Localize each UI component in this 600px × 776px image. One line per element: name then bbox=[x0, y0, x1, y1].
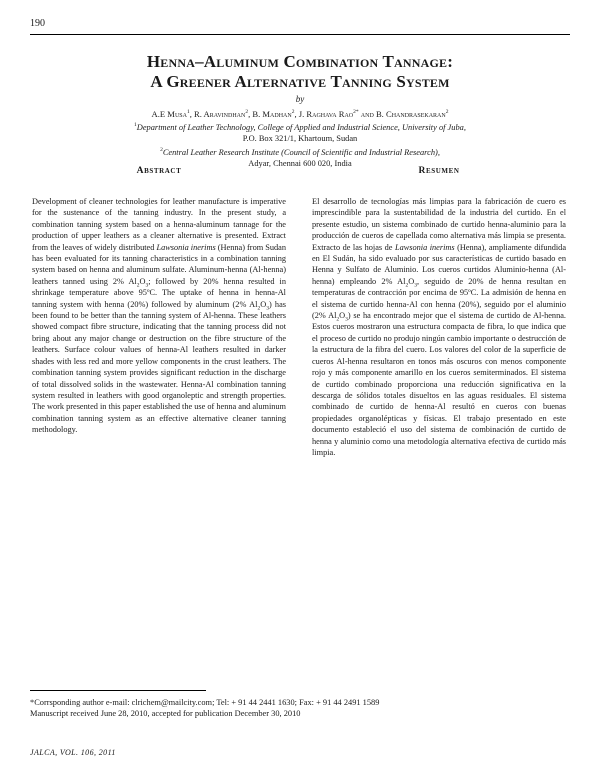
subscript: 3 bbox=[266, 305, 269, 312]
author-separator: , bbox=[248, 108, 253, 119]
resumen-text-run: ) se ha encontrado mejor que el sistema de curtido de Al-henna. Estos cueros mostraron una estructura compacta de fibra, lo que indica que el proceso de curtido no produjo ningún cambio importante o destrucción de la estructura de la fibra del cuero. Los valores del color de la superficie de cueros Al-henna resultaron en tonos más oscuros con menos componente rojo y más componente amarillo en los cueros semiterminados. El sistema de curtido combinado proporciona una reducción significativa en la descarga de sólidos totales disueltos en las aguas residuales. El sistema combinado de curtido de henna-Al resultó en cueros con buenas propiedades organolépticas y físicas. El trabajo presentado en este documento estableció el uso del sistema de combinación de curtido de henna y aluminio como una metodología alternativa efectiva de curtido más limpia. bbox=[312, 311, 566, 457]
subscript: 3 bbox=[145, 282, 149, 289]
title-block bbox=[40, 52, 560, 169]
affiliation-mark: 1 bbox=[134, 121, 137, 128]
abstract-column bbox=[32, 166, 286, 436]
subscript: 2 bbox=[336, 316, 340, 323]
manuscript-received-note: Manuscript received June 28, 2010, accepted for publication December 30, 2010 bbox=[30, 709, 301, 718]
abstract-text-run: ; followed by 20% henna resulted in shrinkage temperature above 95ºC. The uptake of henna in henna-Al tanning system with henna (20%) followed by aluminum (2% Al bbox=[32, 276, 287, 309]
subscript: 3 bbox=[414, 282, 417, 289]
page-number: 190 bbox=[30, 18, 45, 29]
resumen-paragraph bbox=[312, 196, 566, 458]
affiliation-institution: Department of Leather Technology, College of Applied and Industrial Science, University of Juba, bbox=[136, 122, 466, 132]
abstract-text-run: Development of cleaner technologies for leather manufacture is imperative for the sustenance of the tanning industry. In the present study, a combination tanning system based on a henna-aluminum tannage for the production of upper leathers as a cleaner alternative is presented. Extract from the leaves of widely distributed bbox=[32, 197, 286, 252]
subscript: 2 bbox=[136, 282, 140, 289]
affiliation-mark: 2 bbox=[160, 146, 163, 153]
affiliation-2-address: Adyar, Chennai 600 020, India bbox=[248, 158, 352, 168]
subscript: 2 bbox=[257, 305, 261, 312]
abstract-text-run: O bbox=[260, 299, 267, 309]
author-affiliation-mark: 2* bbox=[353, 109, 359, 115]
abstract-heading: Abstract bbox=[136, 166, 182, 176]
author-name: J. Raghava Rao bbox=[298, 108, 354, 119]
resumen-text bbox=[312, 196, 566, 458]
author-name: A.E Musa bbox=[151, 108, 187, 119]
affiliation-institution: Central Leather Research Institute (Council of Scientific and Industrial Research), bbox=[162, 147, 440, 157]
abstract-text-run: ) has been found to be better than the tanning system of Al-henna. These leathers showed compact fibre structure, indicating that the tanning process did not bring about any major change or destruction on the fibre structure of the leathers. Surface colour values of henna-Al leathers resulted in darker shades with less red and more yellow components in the crust leathers. The combination tanning system provides significant reduction in the discharge of total dissolved solids in the wastewater. Henna-Al combination tanning system resulted in leathers with good organoleptic and strength properties. The work presented in this paper established the use of henna and aluminum combination tanning system as an effective alternative cleaner tanning methodology. bbox=[32, 299, 286, 435]
resumen-text-run: El desarrollo de tecnologías más limpias para la fabricación de cuero es imprescindible para la sustentabilidad de la industria del curtido. En el presente estudio, un sistema combinado de curtido henna-aluminio para la producción de cueros de capellada como alternativa más limpia se presenta. Extracto de las hojas de bbox=[312, 197, 566, 252]
author-affiliation-mark: 2 bbox=[445, 109, 449, 115]
footnote-rule bbox=[30, 690, 206, 691]
resumen-text-run: (Henna), ampliamente difundida en El Sudán, ha sido evaluado por sus características de curtido basado en Henna y Sulfato de Aluminio. Los cueros curtidos Aluminio-henna (Al-henna) empleando 2% Al bbox=[312, 242, 566, 286]
journal-footer: JALCA, VOL. 106, 2011 bbox=[30, 748, 116, 757]
author-separator: , bbox=[189, 108, 194, 119]
title-line-2: A Greener Alternative Tanning System bbox=[150, 72, 450, 91]
affiliation-1 bbox=[40, 120, 560, 133]
author-name: B. Chandrasekaran bbox=[375, 108, 446, 119]
subscript: 2 bbox=[405, 282, 409, 289]
resumen-text-run: O bbox=[408, 276, 415, 286]
subscript: 3 bbox=[345, 316, 348, 323]
abstract-text bbox=[32, 196, 286, 436]
author-affiliation-mark: 2 bbox=[291, 109, 295, 115]
header-rule bbox=[30, 34, 570, 35]
author-separator: and bbox=[358, 108, 376, 119]
abstract-text-run: O bbox=[139, 276, 146, 286]
resumen-column bbox=[312, 166, 566, 458]
species-name: Lawsonia inerims bbox=[156, 242, 216, 252]
author-affiliation-mark: 2 bbox=[245, 109, 249, 115]
corresponding-author-note: *Corrsponding author e-mail: clrichem@mailcity.com; Tel: + 91 44 2441 1630; Fax: + 91 44 2491 1589 bbox=[30, 698, 380, 707]
author-name: R. Aravindhan bbox=[194, 108, 246, 119]
title-line-1: Henna–Aluminum Combination Tannage: bbox=[146, 52, 454, 71]
by-line: by bbox=[295, 94, 305, 104]
resumen-heading: Resumen bbox=[418, 166, 460, 176]
resumen-text-run: O bbox=[339, 311, 346, 321]
species-name: Lawsonia inerims bbox=[394, 242, 455, 252]
footnotes bbox=[30, 697, 570, 719]
author-affiliation-mark: 1 bbox=[186, 109, 190, 115]
abstract-text-run: (Henna) from Sudan has been evaluated for its tanning characteristics in a combination tanning system based on henna and aluminum sulfate. Aluminum-henna (Al-henna) leathers tanned using 2% Al bbox=[32, 242, 286, 286]
author-name: B. Madhan bbox=[252, 108, 292, 119]
affiliation-2 bbox=[40, 145, 560, 158]
affiliation-1-address: P.O. Box 321/1, Khartoum, Sudan bbox=[242, 134, 358, 144]
abstract-paragraph bbox=[32, 196, 286, 436]
author-list bbox=[40, 106, 560, 120]
author-separator: , bbox=[294, 108, 299, 119]
resumen-text-run: , seguido de 20% de henna resultan en temperaturas de contracción por encima de 95ºC. La admisión de henna en el sistema de curtido henna-Al con henna (20%), seguido por el aluminio (2% Al bbox=[312, 276, 566, 321]
